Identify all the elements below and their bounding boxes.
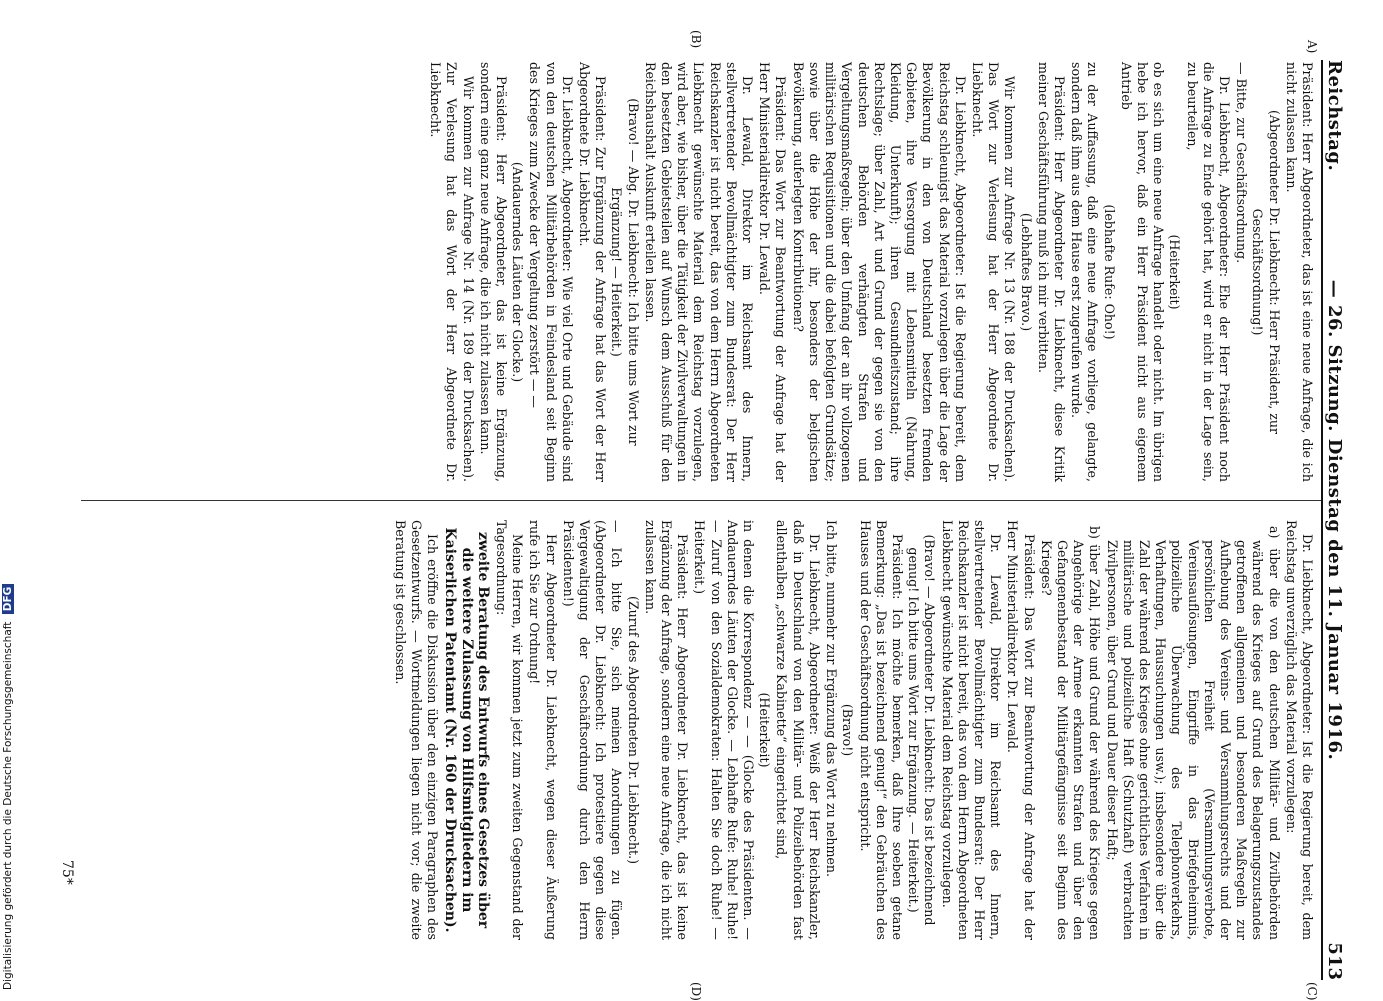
left-column-paragraph: (Abgeordneter Dr. Liebknecht: Herr Präsident, zur Geschäftsordnung!) <box>1250 109 1282 435</box>
right-column-paragraph: Präsident: Ich möchte bemerken, daß Ihre soeben getane Bemerkung: „Das ist bezeichnend genug!“ den Gebräuchen des Hauses und der Geschäftsordnung nicht entspricht. <box>857 520 905 940</box>
left-column-paragraph: Präsident: Das Wort zur Beantwortung der Anfrage hat der Herr Ministerialdirektor Dr. Lewald. <box>757 62 789 482</box>
left-column-paragraph: Präsident: Zur Ergänzung der Anfrage hat das Wort der Herr Abgeordnete Dr. Liebknecht. <box>577 62 609 482</box>
right-column-paragraph: a) über die von den deutschen Militär- und Zivilbehörden während des Krieges auf Grund des Belagerungszustandes getroffenen allgemeinen und besonderen Maßregeln zur Aufhebung des Vereins- und Versammlungsrechts und der persönlichen Freiheit (Versammlungsverbote, Vereinsauflösungen, Eingriffe in das Briefgeheimnis, polizeiliche Überwachung des Telephonverkehrs, Verhaftungen, Haussuchungen usw.); insbesondere über die Zahl der während des Krieges ohne gerichtliches Verfahren in militärische und polizeiliche Haft (Schutzhaft) verbrachten Zivilpersonen, über Grund und Dauer dieser Haft; <box>1104 526 1282 940</box>
header-rule <box>1321 60 1323 980</box>
page-header <box>1313 60 1353 980</box>
right-column-paragraph: (Zuruf des Abgeordneten Dr. Liebknecht.) <box>625 595 641 865</box>
left-column-paragraph: — Bitte, zur Geschäftsordnung. <box>1234 62 1250 264</box>
right-column-paragraph: Präsident: Herr Abgeordneter Dr. Liebknecht, das ist keine Ergänzung der Anfrage, sondern eine neue Anfrage, die ich nicht zulassen kann. <box>642 520 691 940</box>
left-column-paragraph: (lebhafte Rufe: Oho!) <box>1101 204 1117 340</box>
left-column-paragraph: (Heiterkeit) <box>1167 234 1183 310</box>
left-column-paragraph: Dr. Liebknecht, Abgeordneter: Ist die Regierung bereit, dem Reichstag schleunigst das Material vorzulegen über die Lage der Bevölkerung in den von Deutschland besetzten fremden Gebieten, ihre Versorgung mit Lebensmitteln (Nahrung, Kleidung, Unterkunft); ihren Gesundheitszustand; ihre Rechtslage; über Zahl, Art und Grund der gegen sie von den deutschen Behörden verhängten Strafen und Vergeltungsmaßregeln; über den Umfang der an ihr vollzogenen militärischen Requisitionen und die dabei befolgten Grundsätze; sowie über die Höhe der ihr, besonders der belgischen Bevölkerung, auferlegten Kontributionen? <box>790 62 968 482</box>
left-column <box>426 62 1315 482</box>
dfg-logo: DFG <box>2 584 14 615</box>
right-column-paragraph: Dr. Liebknecht, Abgeordneter: Weiß der Herr Reichskanzler, daß in Deutschland von den Militär- und Polizeibehörden fast allenthalben „schwarze Kabinette“ eingerichtet sind, <box>774 520 822 940</box>
right-column-paragraph: (Bravo! — Abgeordneter Dr. Liebknecht: Das ist bezeichnend genug! Ich bitte ums Wort zur Ergänzung. — Heiterkeit.) <box>906 534 938 926</box>
page-number: 513 <box>1324 942 1345 980</box>
left-column-paragraph: Dr. Liebknecht, Abgeordneter: Ehe der Herr Präsident noch die Anfrage zu Ende gehört hat, wird er nicht in der Lage sein, zu beurteilen, <box>1184 62 1232 482</box>
left-column-paragraph: Präsident: Herr Abgeordneter, das ist keine Ergänzung, sondern eine ganz neue Anfrage, die ich nicht zulassen kann. <box>477 62 510 482</box>
right-column-paragraph: Präsident: Das Wort zur Beantwortung der Anfrage hat der Herr Ministerialdirektor Dr. Lewald. <box>1005 520 1037 940</box>
left-column-paragraph: Präsident: Herr Abgeordneter Dr. Liebknecht, diese Kritik meiner Geschäftsführung muß ich mir verbitten. <box>1035 62 1067 482</box>
margin-marker-a: A) <box>1305 40 1319 54</box>
column-divider <box>81 500 1321 501</box>
left-column-paragraph: Wir kommen zur Anfrage Nr. 14 (Nr. 189 der Drucksachen). Zur Verlesung hat das Wort der Herr Abgeordnete Dr. Liebknecht. <box>428 62 476 482</box>
credit-text: Digitalisierung gefördert durch die Deutsche Forschungsgemeinschaft <box>2 621 14 990</box>
right-column <box>391 520 1315 940</box>
right-column-paragraph: (Bravo!) <box>840 703 856 757</box>
right-column-paragraph: Dr. Lewald, Direktor im Reichsamt des Innern, stellvertretender Bevollmächtigter zum Bundesrat: Der Herr Reichskanzler ist nicht bereit, das von dem Herrn Abgeordneten Liebknecht gewünschte Material dem Reichstag vorzulegen. <box>939 520 1004 940</box>
left-column-paragraph: Präsident: Herr Abgeordneter, das ist eine neue Anfrage, die ich nicht zulassen kann. <box>1283 62 1315 482</box>
right-column-paragraph: Ich eröffne die Diskussion über den einzigen Paragraphen des Gesetzentwurfs. — Wortmeldungen liegen nicht vor; die zweite Beratung ist geschlossen. <box>392 520 441 940</box>
margin-marker-d: (D) <box>689 982 703 1001</box>
margin-marker-b: (B) <box>689 30 703 49</box>
right-column-paragraph: Meine Herren, wir kommen jetzt zum zweiten Gegenstand der Tagesordnung: <box>494 520 526 940</box>
left-column-paragraph: zu der Auffassung, daß eine neue Anfrage vorliege, gelangte, sondern daß ihm aus dem Hause erst zugerufen wurde. <box>1069 62 1101 482</box>
header-session: — 26. Sitzung. Dienstag den 11. Januar 1916. <box>1324 279 1345 761</box>
left-column-paragraph: Wir kommen zur Anfrage Nr. 13 (Nr. 188 der Drucksachen). Das Wort zur Verlesung hat der Herr Abgeordnete Dr. Liebknecht. <box>969 62 1018 482</box>
signature-mark: 75* <box>59 860 75 885</box>
right-column-paragraph: zweite Beratung des Entwurfs eines Gesetzes über die weitere Zulassung von Hilfsmitgliedern im Kaiserlichen Patentamt (Nr. 160 der Drucksachen). <box>442 527 491 933</box>
left-column-paragraph: Dr. Liebknecht, Abgeordneter: Wie viel Orte und Gebäude sind von den deutschen Militärbehörden in Feindesland seit Beginn des Krieges zum Zwecke der Vergeltung zerstört — — <box>527 62 575 482</box>
left-column-paragraph: Dr. Lewald, Direktor im Reichsamt des Innern, stellvertretender Bevollmächtigter zum Bundesrat: Der Herr Reichskanzler ist nicht bereit, das von dem Herrn Abgeordneten Liebknecht gewünschte Material dem Reichstag vorzulegen, wird aber, wie bisher, über die Tätigkeit der Zivilverwaltungen in den besetzten Gebietsteilen auf Wunsch dem Ausschuß für den Reichshaushalt Auskunft erteilen lassen. <box>642 62 756 482</box>
margin-marker-c: (C) <box>1305 982 1319 1001</box>
right-column-paragraph: — Ich bitte Sie, sich meinen Anordnungen zu fügen. (Abgeordneter Dr. Liebknecht: Ich protestiere gegen diese Vergewaltigung der Geschäftsordnung durch den Herrn Präsidenten!) <box>560 520 625 940</box>
right-column-paragraph: (Heiterkeit) <box>757 692 773 768</box>
right-column-paragraph: b) über Zahl, Höhe und Grund der während des Krieges gegen Angehörige der Armee erkannten Strafen und über den Gefangenenbestand der Militärgefängnisse seit Beginn des Krieges? <box>1038 526 1103 940</box>
right-column-paragraph: Ich bitte, nunmehr zur Ergänzung das Wort zu nehmen. <box>824 520 840 877</box>
right-column-paragraph: Herr Abgeordneter Dr. Liebknecht, wegen dieser Äußerung rufe ich Sie zur Ordnung! <box>527 520 559 940</box>
left-column-paragraph: ob es sich um eine neue Anfrage handelt oder nicht. Im übrigen hebe ich hervor, daß ein Herr Präsident nicht aus eigenem Antrieb <box>1118 62 1167 482</box>
right-column-paragraph: in denen die Korrespondenz — — (Glocke des Präsidenten. — Andauerndes Läuten der Glocke. — Lebhafte Rufe: Ruhe! Ruhe! — Zuruf von den Sozialdemokraten: Halten Sie doch Ruhe! — Heiterkeit.) <box>692 520 757 940</box>
left-column-paragraph: (Lebhaftes Bravo.) <box>1018 212 1034 332</box>
left-column-paragraph: (Andauerndes Läuten der Glocke.) <box>510 161 526 383</box>
left-column-paragraph: (Bravo! — Abg. Dr. Liebknecht: Ich bitte ums Wort zur Ergänzung! — Heiterkeit.) <box>609 98 641 446</box>
credit-line <box>2 584 14 990</box>
right-column-paragraph: Dr. Liebknecht, Abgeordneter: Ist die Regierung bereit, dem Reichstag unverzüglich das Material vorzulegen: <box>1283 520 1315 940</box>
header-title: Reichstag. <box>1324 60 1345 172</box>
